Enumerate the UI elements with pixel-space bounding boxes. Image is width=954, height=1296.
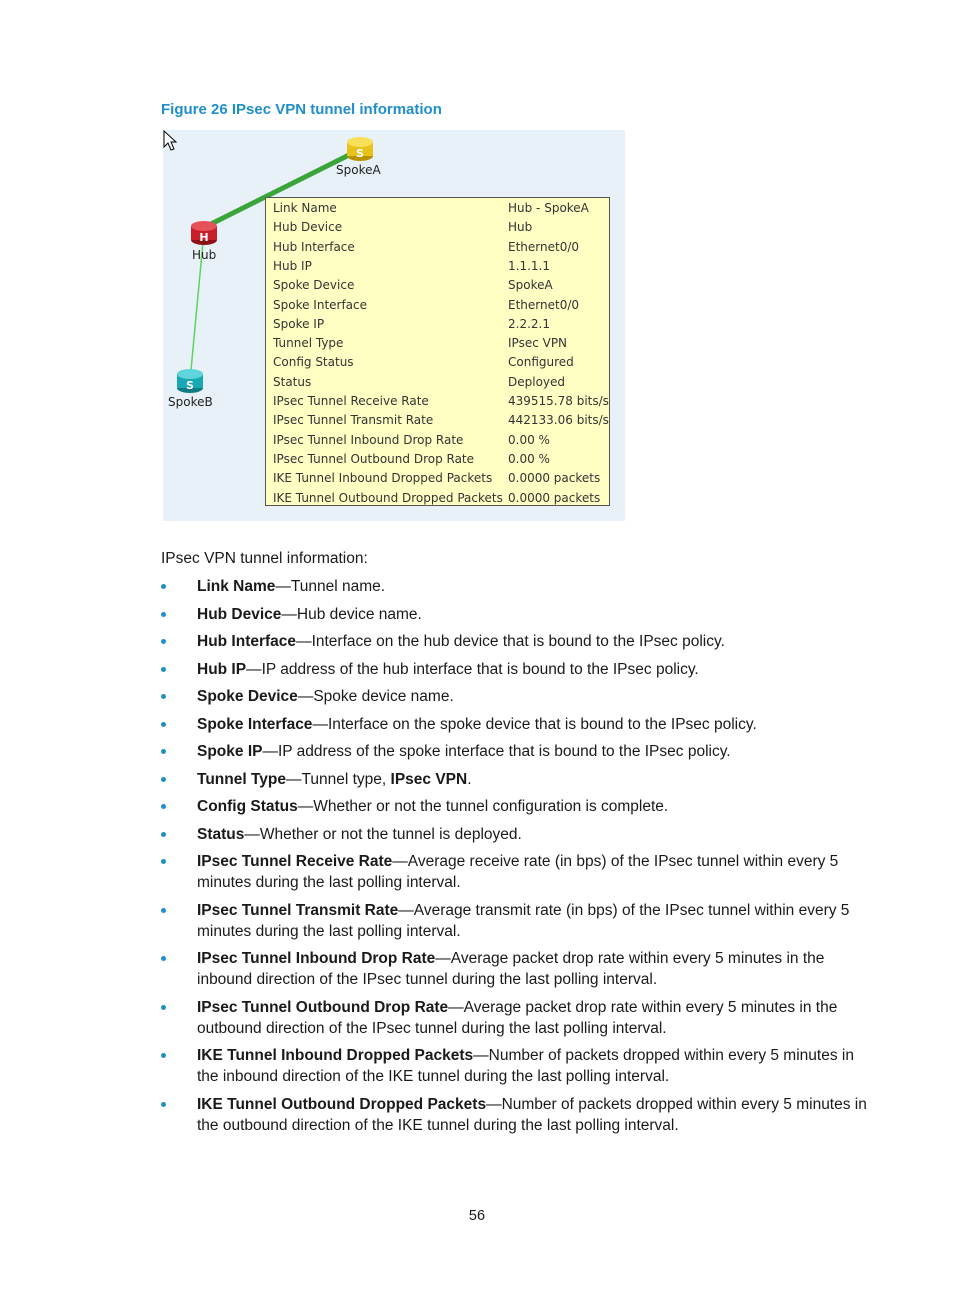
bullet-icon (161, 694, 166, 699)
term: IPsec Tunnel Outbound Drop Rate (197, 998, 449, 1016)
spokeb-letter: S (186, 379, 194, 392)
list-item (161, 686, 871, 707)
tooltip-value: SpokeA (508, 278, 553, 293)
intro-text: IPsec VPN tunnel information: (161, 550, 368, 567)
description: —Average packet drop rate within every 5 minutes in the inbound direction of the IPsec tunnel during the last polling interval. (197, 950, 825, 988)
term: IKE Tunnel Outbound Dropped Packets (197, 1095, 487, 1113)
bullet-icon (161, 667, 166, 672)
tooltip-row (266, 201, 609, 220)
tooltip-row (266, 355, 609, 374)
list-item (161, 997, 871, 1039)
term: Spoke Interface (197, 715, 313, 733)
tooltip-key: IPsec Tunnel Receive Rate (273, 394, 429, 408)
tooltip-value: Deployed (508, 374, 566, 389)
term-value: IPsec VPN (390, 770, 468, 788)
spokea-device-icon[interactable] (347, 137, 373, 161)
term: IPsec Tunnel Receive Rate (197, 853, 393, 870)
hub-label: Hub (192, 248, 217, 262)
bullet-icon (161, 1005, 166, 1010)
description: —Average packet drop rate within every 5 minutes in the outbound direction of the IPsec tunnel during the last polling interval. (197, 998, 838, 1037)
topology-view (163, 130, 625, 521)
tooltip-row (266, 394, 609, 413)
bullet-icon (161, 584, 166, 589)
term: Config Status (197, 798, 298, 815)
hub-device-icon[interactable] (191, 221, 217, 245)
tooltip-key: IPsec Tunnel Outbound Drop Rate (273, 451, 475, 466)
tooltip-key: IKE Tunnel Inbound Dropped Packets (273, 471, 493, 486)
figure-caption: Figure 26 IPsec VPN tunnel information (161, 101, 442, 118)
list-item (161, 851, 871, 893)
spokea-letter: S (356, 147, 364, 160)
bullet-icon (161, 777, 166, 782)
tooltip-row (266, 471, 609, 490)
list-item (161, 769, 871, 790)
description: —IP address of the spoke interface that is bound to the IPsec policy. (262, 743, 731, 760)
bullet-icon (161, 956, 166, 961)
bullet-icon (161, 639, 166, 644)
tooltip-row (266, 491, 609, 510)
tooltip-key: Spoke IP (273, 316, 325, 331)
description: —Tunnel type, (285, 770, 391, 788)
mouse-cursor-icon (163, 130, 177, 152)
list-item (161, 576, 871, 597)
term: Tunnel Type (197, 770, 286, 788)
description: —Whether or not the tunnel is deployed. (244, 825, 522, 843)
description: —Whether or not the tunnel configuration is complete. (297, 798, 669, 815)
tooltip-value: 0.0000 packets (508, 471, 601, 486)
tooltip-value: 0.0000 packets (508, 490, 601, 505)
term: Hub Interface (197, 633, 297, 650)
tooltip-row (266, 433, 609, 452)
tooltip-value: IPsec VPN (508, 336, 568, 351)
bullet-icon (161, 1102, 166, 1107)
list-item (161, 824, 871, 845)
tooltip-row (266, 220, 609, 239)
link-info-tooltip (265, 197, 610, 506)
tooltip-key: IKE Tunnel Outbound Dropped Packets (273, 490, 503, 505)
list-item (161, 741, 871, 762)
term: Hub Device (197, 605, 282, 623)
bullet-icon (161, 859, 166, 864)
description: —Interface on the spoke device that is bound to the IPsec policy. (312, 715, 757, 733)
tooltip-value: 1.1.1.1 (508, 258, 550, 273)
term: Spoke IP (197, 743, 263, 760)
description: —Number of packets dropped within every 5 minutes in the outbound direction of the IKE tunnel during the last polling interval. (197, 1095, 867, 1134)
tooltip-value: 442133.06 bits/s (508, 413, 609, 428)
term: IPsec Tunnel Inbound Drop Rate (197, 950, 436, 967)
description: —Number of packets dropped within every 5 minutes in the inbound direction of the IKE tunnel during the last polling interval. (197, 1047, 854, 1085)
term: Hub IP (197, 660, 247, 678)
tooltip-key: Hub Interface (273, 239, 355, 254)
bullet-icon (161, 722, 166, 727)
tooltip-row (266, 240, 609, 259)
tooltip-value: 0.00 % (508, 451, 550, 466)
tooltip-row (266, 413, 609, 432)
description: —Average transmit rate (in bps) of the IPsec tunnel within every 5 minutes during the last polling interval. (197, 901, 850, 940)
bullet-icon (161, 749, 166, 754)
spokeb-device-icon[interactable] (177, 369, 203, 393)
tooltip-value: 0.00 % (508, 432, 550, 447)
description: —Spoke device name. (297, 688, 454, 705)
bullet-icon (161, 804, 166, 809)
description: —Tunnel name. (275, 578, 386, 595)
spokea-label: SpokeA (336, 163, 381, 177)
tooltip-key: Spoke Device (273, 278, 355, 293)
tooltip-value: Configured (508, 355, 574, 370)
hub-letter: H (199, 231, 209, 244)
tooltip-row (266, 278, 609, 297)
bullet-icon (161, 612, 166, 617)
bullet-icon (161, 832, 166, 837)
list-item (161, 1094, 871, 1136)
tooltip-key: IPsec Tunnel Inbound Drop Rate (273, 432, 464, 447)
tooltip-value: Ethernet0/0 (508, 239, 580, 254)
list-item (161, 796, 871, 817)
term: IPsec Tunnel Transmit Rate (197, 901, 399, 919)
page-number: 56 (468, 1208, 486, 1224)
tooltip-row (266, 452, 609, 471)
tooltip-key: Hub Device (273, 220, 343, 235)
list-item (161, 948, 871, 990)
tooltip-row (266, 317, 609, 336)
description-end: . (467, 770, 472, 788)
term: Status (197, 825, 245, 843)
tooltip-value: Hub - SpokeA (508, 201, 589, 215)
tooltip-row (266, 298, 609, 317)
definition-list (161, 576, 871, 1142)
tooltip-row (266, 336, 609, 355)
bullet-icon (161, 908, 166, 913)
tooltip-key: Status (273, 374, 312, 389)
tooltip-key: Hub IP (273, 258, 312, 273)
tooltip-value: Ethernet0/0 (508, 297, 580, 312)
spokeb-label: SpokeB (168, 395, 213, 409)
list-item (161, 604, 871, 625)
tooltip-value: 2.2.2.1 (508, 316, 550, 331)
term: IKE Tunnel Inbound Dropped Packets (197, 1047, 474, 1064)
tooltip-key: Spoke Interface (273, 297, 368, 312)
description: —Hub device name. (281, 605, 422, 623)
tooltip-row (266, 375, 609, 394)
tooltip-row (266, 259, 609, 278)
description: —Average receive rate (in bps) of the IPsec tunnel within every 5 minutes during the last polling interval. (197, 853, 839, 891)
description: —IP address of the hub interface that is bound to the IPsec policy. (246, 660, 699, 678)
term: Spoke Device (197, 688, 298, 705)
list-item (161, 714, 871, 735)
list-item (161, 1045, 871, 1087)
description: —Interface on the hub device that is bound to the IPsec policy. (296, 633, 725, 650)
list-item (161, 631, 871, 652)
bullet-icon (161, 1053, 166, 1058)
tooltip-value: 439515.78 bits/s (508, 394, 609, 408)
tooltip-key: IPsec Tunnel Transmit Rate (273, 413, 434, 428)
tooltip-value: Hub (508, 220, 533, 235)
list-item (161, 659, 871, 680)
term: Link Name (197, 578, 276, 595)
tooltip-key: Tunnel Type (273, 336, 344, 351)
list-item (161, 900, 871, 942)
tooltip-key: Link Name (273, 201, 337, 215)
tooltip-key: Config Status (273, 355, 354, 370)
